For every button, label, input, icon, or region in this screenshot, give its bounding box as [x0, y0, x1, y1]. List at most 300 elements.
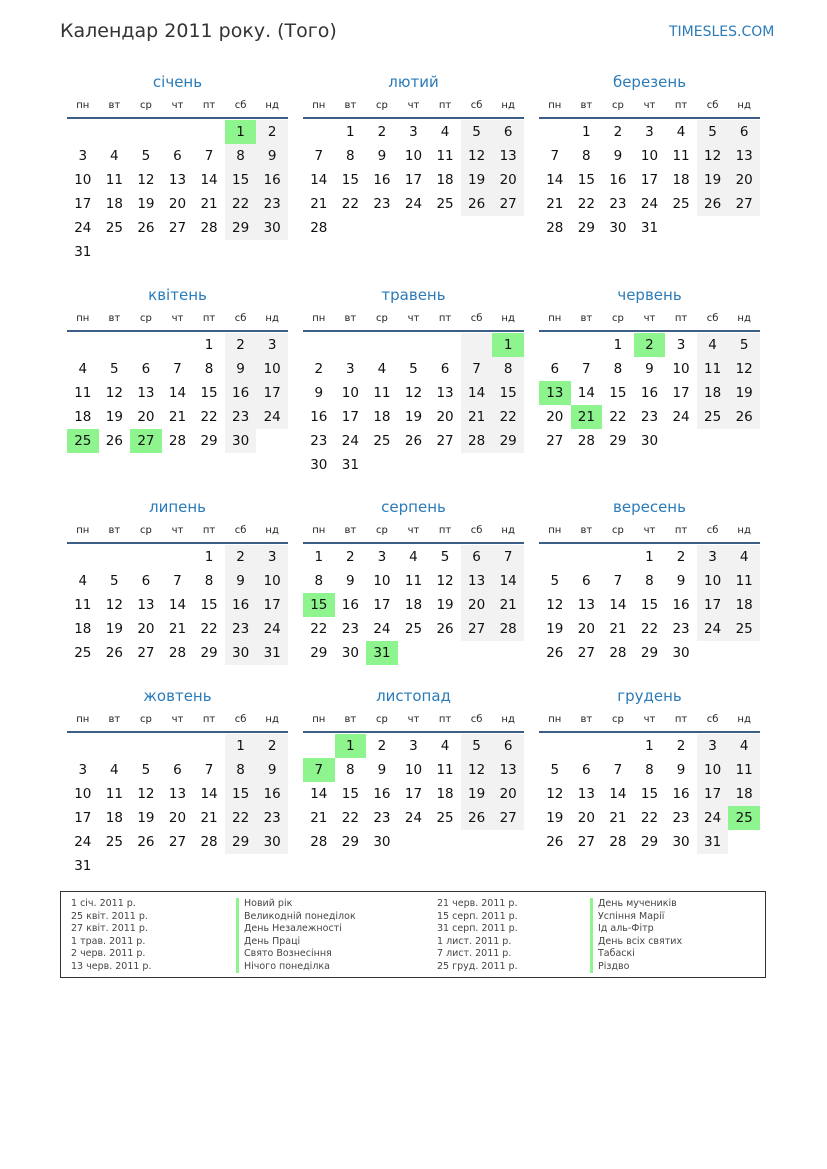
day-cell: 22: [341, 196, 359, 212]
day-cell: 10: [404, 762, 423, 778]
day-cell: 9: [645, 361, 654, 377]
day-cell: 15: [640, 597, 659, 613]
day-cell: 2: [256, 120, 288, 144]
day-cell: 29: [492, 429, 524, 453]
day-cell: 30: [225, 429, 257, 453]
header-divider: [539, 330, 760, 332]
day-cell: 16: [609, 172, 627, 188]
holiday-day-cell: 1: [492, 333, 524, 357]
legend-holiday-name: Нічого понеділка: [236, 961, 356, 974]
day-cell: 14: [492, 569, 524, 593]
day-cell: 8: [645, 762, 654, 778]
day-cell: 15: [577, 172, 595, 188]
day-cell: 4: [440, 124, 450, 140]
day-cell: 4: [78, 361, 88, 377]
day-cell: 3: [256, 333, 288, 357]
day-cell: 13: [577, 597, 595, 613]
day-cell: 5: [550, 762, 560, 778]
day-cell: 25: [105, 220, 123, 236]
day-cell: 26: [546, 834, 564, 850]
day-cell: 24: [373, 621, 391, 637]
days-grid: [539, 333, 760, 453]
empty-day-cell: [162, 734, 194, 758]
month-2: [303, 71, 524, 240]
day-cell: 12: [105, 597, 123, 613]
day-cell: 7: [613, 573, 623, 589]
weekday-header: [303, 520, 524, 542]
day-cell: 20: [492, 168, 524, 192]
day-cell: 15: [225, 168, 257, 192]
day-cell: 8: [225, 144, 257, 168]
day-cell: 22: [640, 810, 659, 826]
legend-holiday-name: Новий рік: [236, 898, 356, 911]
header-divider: [303, 330, 524, 332]
day-cell: 19: [546, 810, 564, 826]
day-cell: 19: [105, 621, 123, 637]
weekday-label: ср: [375, 313, 388, 324]
weekday-label: сб: [470, 100, 483, 111]
day-cell: 19: [105, 409, 123, 425]
day-cell: 27: [168, 834, 187, 850]
weekday-label: чт: [171, 525, 184, 536]
empty-day-cell: [303, 734, 335, 758]
month-name: січень: [152, 73, 203, 91]
day-cell: 31: [74, 244, 92, 260]
day-cell: 29: [341, 834, 359, 850]
weekday-label: сб: [234, 714, 247, 725]
day-cell: 6: [492, 120, 524, 144]
month-7: [67, 496, 288, 665]
day-cell: 6: [173, 762, 182, 778]
day-cell: 5: [440, 549, 450, 565]
day-cell: 24: [256, 405, 288, 429]
day-cell: 9: [256, 144, 288, 168]
weekday-label: пн: [312, 313, 326, 324]
day-cell: 5: [141, 148, 151, 164]
header-divider: [67, 117, 288, 119]
empty-day-cell: [398, 333, 430, 357]
day-cell: 1: [613, 337, 623, 353]
day-cell: 4: [110, 762, 119, 778]
day-cell: 16: [341, 597, 359, 613]
day-cell: 14: [200, 786, 218, 802]
legend-date: 31 серп. 2011 р.: [437, 923, 518, 934]
day-cell: 18: [436, 172, 454, 188]
day-cell: 23: [225, 405, 257, 429]
weekday-label: нд: [501, 100, 515, 111]
empty-day-cell: [335, 333, 367, 357]
weekday-label: пн: [548, 313, 562, 324]
day-cell: 12: [404, 385, 423, 401]
weekday-label: чт: [643, 100, 656, 111]
day-cell: 19: [436, 597, 454, 613]
day-cell: 3: [697, 545, 729, 569]
day-cell: 4: [409, 549, 418, 565]
day-cell: 3: [645, 124, 654, 140]
weekday-header: [539, 308, 760, 330]
day-cell: 23: [373, 196, 391, 212]
holiday-day-cell: 2: [634, 333, 666, 357]
legend-holiday-name: День Незалежності: [236, 923, 356, 936]
day-cell: 20: [461, 593, 493, 617]
legend-holiday-name: День Праці: [236, 936, 356, 949]
day-cell: 5: [141, 762, 151, 778]
day-cell: 17: [404, 786, 423, 802]
day-cell: 11: [436, 762, 454, 778]
day-cell: 28: [609, 645, 627, 661]
day-cell: 7: [492, 545, 524, 569]
weekday-label: пн: [76, 100, 90, 111]
day-cell: 24: [640, 196, 659, 212]
weekday-label: пт: [674, 714, 688, 725]
day-cell: 14: [168, 597, 187, 613]
weekday-label: пн: [312, 525, 326, 536]
day-cell: 2: [346, 549, 355, 565]
weekday-label: пт: [674, 313, 688, 324]
day-cell: 23: [672, 621, 690, 637]
weekday-label: чт: [407, 525, 420, 536]
weekday-label: пн: [548, 525, 562, 536]
empty-day-cell: [303, 333, 335, 357]
month-name: серпень: [381, 498, 446, 516]
day-cell: 9: [314, 385, 324, 401]
day-cell: 15: [225, 782, 257, 806]
empty-day-cell: [130, 545, 162, 569]
day-cell: 24: [341, 433, 359, 449]
holiday-day-cell: 31: [366, 641, 398, 665]
day-cell: 10: [697, 569, 729, 593]
day-cell: 22: [225, 192, 257, 216]
weekday-header: [539, 520, 760, 542]
empty-day-cell: [67, 333, 99, 357]
day-cell: 23: [256, 806, 288, 830]
weekday-label: вт: [344, 313, 357, 324]
legend-holiday-name: Великодній понеділок: [236, 911, 356, 924]
day-cell: 28: [200, 220, 218, 236]
legend-names-col-2: [590, 898, 682, 973]
empty-day-cell: [162, 120, 194, 144]
day-cell: 25: [74, 645, 92, 661]
day-cell: 17: [74, 810, 92, 826]
day-cell: 2: [377, 738, 387, 754]
day-cell: 12: [461, 144, 493, 168]
empty-day-cell: [539, 120, 571, 144]
legend-holiday-name: Свято Вознесіння: [236, 948, 356, 961]
weekday-label: вт: [580, 313, 593, 324]
day-cell: 10: [74, 786, 92, 802]
day-cell: 26: [697, 192, 729, 216]
day-cell: 5: [409, 361, 418, 377]
weekday-label: вт: [344, 525, 357, 536]
day-cell: 3: [409, 124, 418, 140]
empty-day-cell: [99, 120, 131, 144]
day-cell: 7: [204, 762, 214, 778]
day-cell: 8: [492, 357, 524, 381]
day-cell: 1: [645, 549, 654, 565]
day-cell: 2: [377, 124, 387, 140]
day-cell: 6: [492, 734, 524, 758]
day-cell: 5: [110, 361, 119, 377]
weekday-label: вт: [580, 714, 593, 725]
day-cell: 16: [672, 786, 690, 802]
legend-date: 15 серп. 2011 р.: [437, 910, 518, 922]
weekday-label: сб: [234, 525, 247, 536]
day-cell: 14: [168, 385, 187, 401]
day-cell: 21: [492, 593, 524, 617]
day-cell: 7: [173, 361, 182, 377]
day-cell: 27: [436, 433, 454, 449]
weekday-label: нд: [501, 313, 515, 324]
day-cell: 5: [110, 573, 119, 589]
holiday-day-cell: 21: [571, 405, 603, 429]
day-cell: 17: [256, 593, 288, 617]
day-cell: 12: [546, 786, 564, 802]
day-cell: 23: [373, 810, 391, 826]
day-cell: 6: [461, 545, 493, 569]
day-cell: 19: [728, 381, 760, 405]
weekday-label: нд: [265, 714, 279, 725]
day-cell: 7: [173, 573, 182, 589]
day-cell: 6: [550, 361, 560, 377]
day-cell: 21: [546, 196, 564, 212]
weekday-label: чт: [643, 313, 656, 324]
weekday-label: нд: [265, 100, 279, 111]
day-cell: 16: [256, 168, 288, 192]
holiday-day-cell: 25: [728, 806, 760, 830]
day-cell: 9: [225, 357, 257, 381]
day-cell: 27: [137, 645, 155, 661]
day-cell: 6: [141, 361, 151, 377]
day-cell: 18: [728, 782, 760, 806]
day-cell: 8: [314, 573, 324, 589]
weekday-label: нд: [501, 525, 515, 536]
day-cell: 5: [728, 333, 760, 357]
month-name: липень: [148, 498, 207, 516]
day-cell: 11: [728, 569, 760, 593]
day-cell: 28: [577, 433, 595, 449]
weekday-label: сб: [470, 313, 483, 324]
day-cell: 21: [609, 621, 627, 637]
legend-date: 25 квіт. 2011 р.: [71, 910, 148, 922]
days-grid: [67, 333, 288, 453]
day-cell: 8: [346, 148, 355, 164]
day-cell: 18: [373, 409, 391, 425]
day-cell: 2: [613, 124, 623, 140]
weekday-label: пт: [438, 313, 452, 324]
legend-date: 1 лист. 2011 р.: [437, 935, 512, 947]
day-cell: 18: [436, 786, 454, 802]
day-cell: 10: [697, 758, 729, 782]
empty-day-cell: [602, 734, 634, 758]
empty-day-cell: [539, 545, 571, 569]
day-cell: 21: [200, 810, 218, 826]
day-cell: 6: [440, 361, 450, 377]
legend-date: 27 квіт. 2011 р.: [71, 923, 148, 934]
day-cell: 19: [137, 196, 155, 212]
day-cell: 15: [640, 786, 659, 802]
day-cell: 15: [492, 381, 524, 405]
month-5: [303, 284, 524, 477]
day-cell: 14: [310, 172, 328, 188]
weekday-label: вт: [108, 525, 121, 536]
weekday-label: нд: [737, 714, 751, 725]
header-divider: [303, 542, 524, 544]
day-cell: 17: [341, 409, 359, 425]
day-cell: 7: [550, 148, 560, 164]
empty-day-cell: [99, 545, 131, 569]
weekday-label: сб: [234, 313, 247, 324]
day-cell: 30: [256, 830, 288, 854]
day-cell: 2: [225, 545, 257, 569]
day-cell: 27: [492, 192, 524, 216]
month-6: [539, 284, 760, 453]
day-cell: 6: [141, 573, 151, 589]
day-cell: 4: [676, 124, 686, 140]
empty-day-cell: [99, 333, 131, 357]
weekday-label: пн: [76, 313, 90, 324]
day-cell: 13: [168, 786, 187, 802]
weekday-label: ср: [139, 100, 152, 111]
days-grid: [539, 734, 760, 854]
day-cell: 24: [74, 220, 92, 236]
day-cell: 24: [74, 834, 92, 850]
day-cell: 17: [672, 385, 690, 401]
day-cell: 4: [728, 734, 760, 758]
day-cell: 10: [341, 385, 359, 401]
day-cell: 13: [492, 758, 524, 782]
day-cell: 3: [256, 545, 288, 569]
weekday-label: пт: [202, 525, 216, 536]
weekday-label: нд: [737, 313, 751, 324]
empty-day-cell: [162, 545, 194, 569]
day-cell: 20: [728, 168, 760, 192]
day-cell: 4: [440, 738, 450, 754]
weekday-label: ср: [611, 313, 624, 324]
month-name: вересень: [613, 498, 686, 516]
day-cell: 18: [697, 381, 729, 405]
day-cell: 25: [373, 433, 391, 449]
header-divider: [67, 542, 288, 544]
weekday-label: сб: [234, 100, 247, 111]
day-cell: 11: [373, 385, 391, 401]
empty-day-cell: [571, 734, 603, 758]
weekday-label: вт: [108, 714, 121, 725]
weekday-label: ср: [139, 313, 152, 324]
weekday-label: пн: [548, 714, 562, 725]
day-cell: 30: [341, 645, 359, 661]
day-cell: 6: [728, 120, 760, 144]
site-link[interactable]: TIMESLES.COM: [669, 24, 775, 40]
legend-date: 13 черв. 2011 р.: [71, 960, 152, 972]
legend-holiday-name: День мучеників: [590, 898, 682, 911]
day-cell: 5: [550, 573, 560, 589]
header-divider: [539, 117, 760, 119]
day-cell: 23: [341, 621, 359, 637]
holiday-day-cell: 1: [335, 734, 367, 758]
day-cell: 28: [609, 834, 627, 850]
day-cell: 11: [436, 148, 454, 164]
day-cell: 1: [582, 124, 591, 140]
day-cell: 28: [200, 834, 218, 850]
month-8: [303, 496, 524, 665]
days-grid: [67, 734, 288, 878]
day-cell: 25: [672, 196, 690, 212]
day-cell: 27: [546, 433, 564, 449]
month-name: лютий: [388, 73, 439, 91]
day-cell: 17: [697, 782, 729, 806]
day-cell: 3: [346, 361, 355, 377]
day-cell: 26: [728, 405, 760, 429]
empty-day-cell: [67, 545, 99, 569]
weekday-header: [67, 520, 288, 542]
day-cell: 11: [74, 597, 92, 613]
weekday-label: пт: [674, 525, 688, 536]
day-cell: 7: [461, 357, 493, 381]
day-cell: 21: [609, 810, 627, 826]
day-cell: 24: [404, 196, 423, 212]
day-cell: 27: [461, 617, 493, 641]
day-cell: 16: [672, 597, 690, 613]
day-cell: 10: [672, 361, 690, 377]
day-cell: 26: [105, 645, 123, 661]
day-cell: 4: [78, 573, 88, 589]
day-cell: 11: [697, 357, 729, 381]
month-12: [539, 685, 760, 854]
empty-day-cell: [193, 734, 225, 758]
weekday-label: пт: [202, 100, 216, 111]
day-cell: 11: [672, 148, 690, 164]
header-divider: [303, 731, 524, 733]
day-cell: 24: [672, 409, 690, 425]
day-cell: 20: [168, 196, 187, 212]
day-cell: 10: [74, 172, 92, 188]
weekday-label: пн: [312, 714, 326, 725]
day-cell: 22: [341, 810, 359, 826]
month-4: [67, 284, 288, 453]
day-cell: 22: [200, 621, 218, 637]
day-cell: 3: [409, 738, 418, 754]
empty-day-cell: [130, 333, 162, 357]
month-name: грудень: [617, 687, 682, 705]
day-cell: 27: [577, 645, 595, 661]
weekday-label: пн: [76, 525, 90, 536]
day-cell: 21: [168, 409, 187, 425]
day-cell: 8: [582, 148, 591, 164]
day-cell: 4: [110, 148, 119, 164]
header-divider: [67, 731, 288, 733]
days-grid: [539, 545, 760, 665]
weekday-label: пн: [548, 100, 562, 111]
day-cell: 22: [577, 196, 595, 212]
day-cell: 9: [676, 573, 686, 589]
day-cell: 2: [256, 734, 288, 758]
day-cell: 22: [310, 621, 328, 637]
day-cell: 19: [461, 782, 493, 806]
day-cell: 28: [492, 617, 524, 641]
weekday-label: чт: [171, 100, 184, 111]
day-cell: 24: [256, 617, 288, 641]
day-cell: 8: [613, 361, 623, 377]
weekday-label: сб: [706, 714, 719, 725]
day-cell: 7: [582, 361, 591, 377]
day-cell: 26: [404, 433, 423, 449]
day-cell: 20: [546, 409, 564, 425]
day-cell: 26: [546, 645, 564, 661]
day-cell: 8: [204, 361, 214, 377]
day-cell: 30: [640, 433, 659, 449]
day-cell: 11: [105, 786, 123, 802]
day-cell: 31: [640, 220, 659, 236]
